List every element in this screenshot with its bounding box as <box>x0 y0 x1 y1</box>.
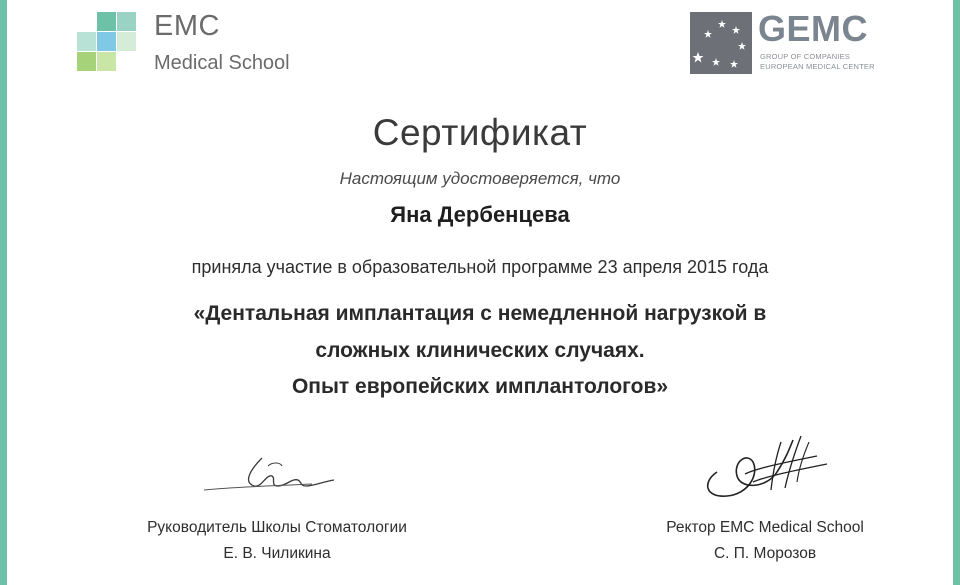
program-line: «Дентальная имплантация с немедленной нагрузкой в <box>193 302 767 325</box>
program-line: сложных клинических случаях. <box>315 338 645 362</box>
gemc-logo-name: GEMC <box>758 8 868 49</box>
gemc-logo <box>690 10 900 74</box>
gemc-stars-icon <box>690 12 752 74</box>
left-signatory-name: Е. В. Чиликина <box>223 545 331 562</box>
participation-line: приняла участие в образовательной программе 23 апреля 2015 года <box>191 257 769 277</box>
program-line: Опыт европейских имплантологов» <box>291 375 669 398</box>
gemc-logo-line2: EUROPEAN MEDICAL CENTER <box>760 62 875 71</box>
recipient-name: Яна Дербенцева <box>390 202 570 227</box>
gemc-logo-line1: GROUP OF COMPANIES <box>760 52 851 61</box>
right-border-strip <box>953 0 960 585</box>
right-signature <box>697 432 837 502</box>
program-title <box>7 296 953 406</box>
certificate-page <box>7 0 953 585</box>
right-signatory-name: С. П. Морозов <box>713 545 817 562</box>
certify-line: Настоящим удостоверяется, что <box>339 169 621 188</box>
left-border-strip <box>0 0 7 585</box>
emc-logo-name: EMC <box>154 10 220 42</box>
emc-logo-subtitle: Medical School <box>154 52 290 74</box>
right-signatory-role: Ректор EMC Medical School <box>666 519 864 536</box>
emc-mosaic-icon <box>77 12 137 72</box>
left-signature <box>202 450 352 500</box>
emc-logo <box>77 10 327 80</box>
left-signatory-role: Руководитель Школы Стоматологии <box>147 519 407 536</box>
certificate-title: Сертификат <box>372 112 588 153</box>
